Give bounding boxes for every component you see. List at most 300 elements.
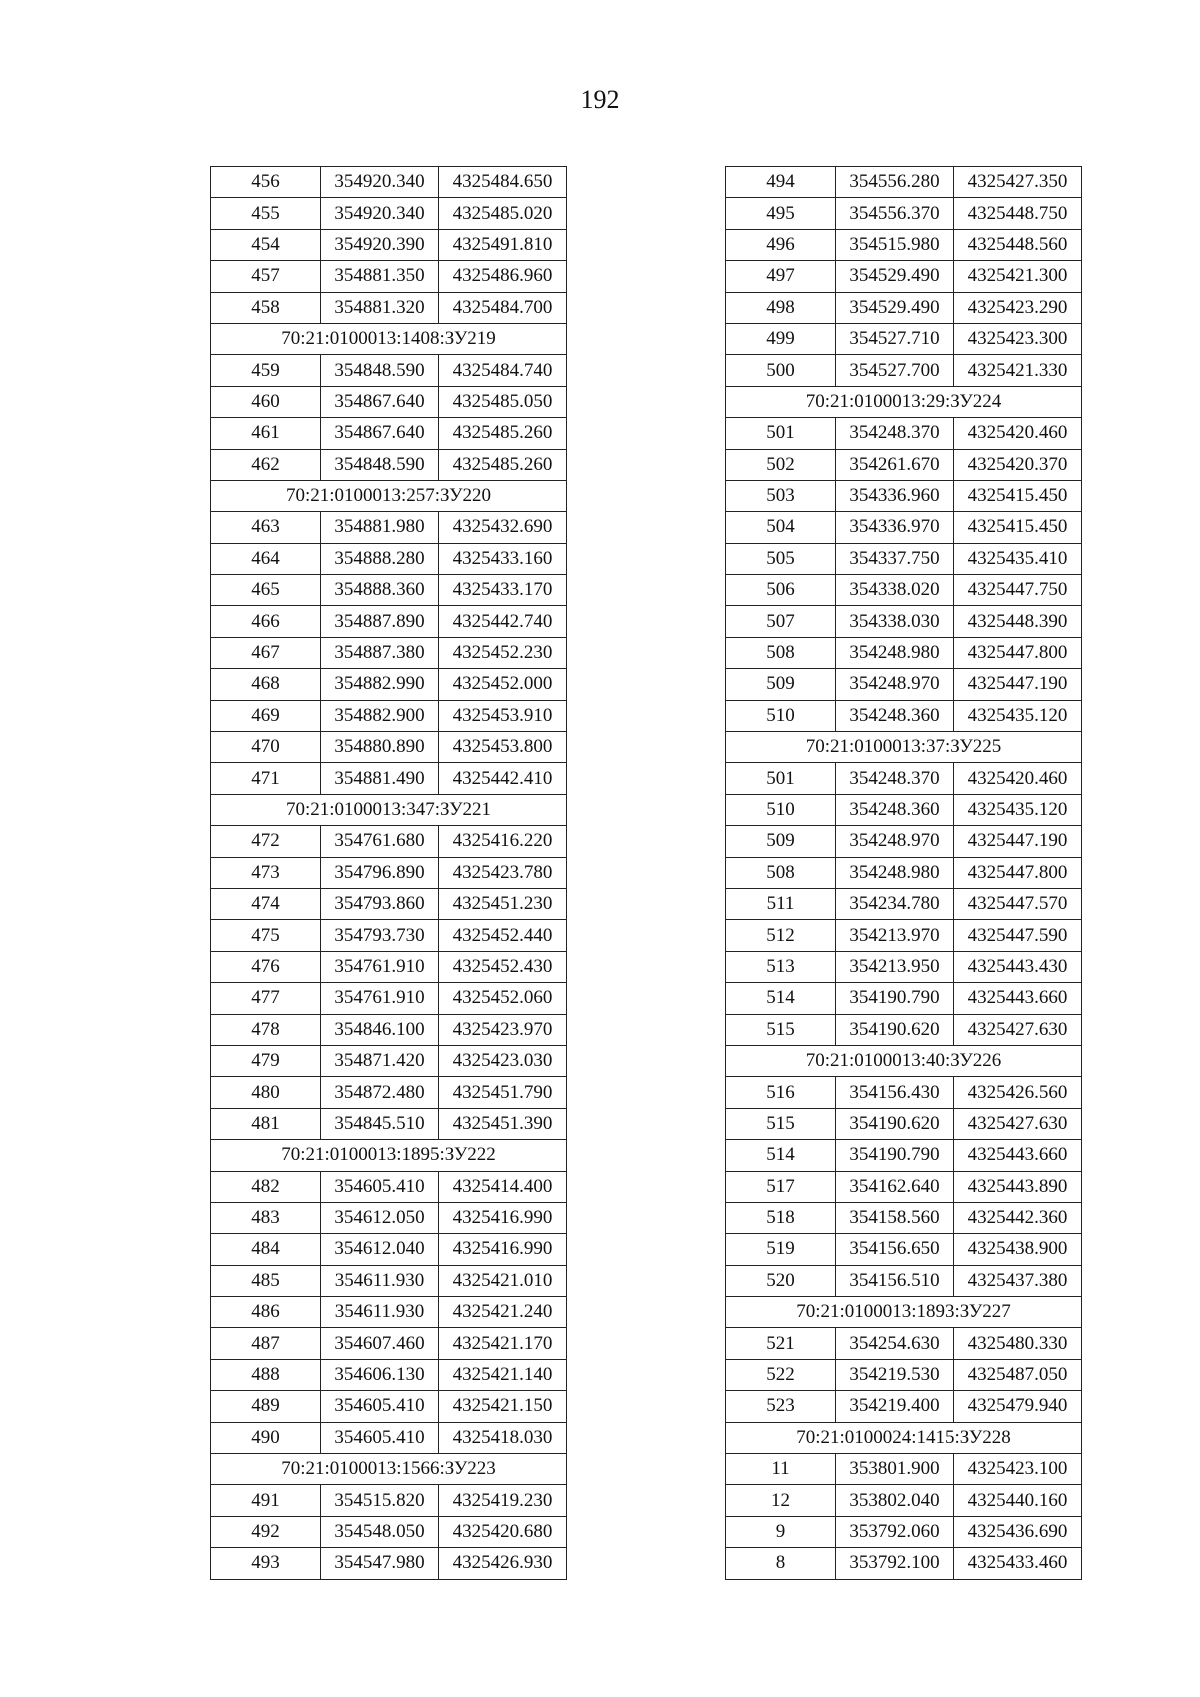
x-coordinate-cell: 354867.640 (321, 418, 439, 449)
table-row (211, 669, 567, 700)
table-row (726, 418, 1082, 449)
point-number-cell: 514 (726, 983, 836, 1014)
table-row (211, 920, 567, 951)
y-coordinate-cell: 4325423.100 (954, 1454, 1082, 1485)
point-number-cell: 509 (726, 826, 836, 857)
x-coordinate-cell: 354190.790 (836, 983, 954, 1014)
table-row (211, 418, 567, 449)
x-coordinate-cell: 354556.370 (836, 198, 954, 229)
x-coordinate-cell: 354234.780 (836, 888, 954, 919)
x-coordinate-cell: 354515.820 (321, 1485, 439, 1516)
parcel-header-row (211, 794, 567, 825)
y-coordinate-cell: 4325485.050 (439, 386, 567, 417)
point-number-cell: 463 (211, 512, 321, 543)
point-number-cell: 491 (211, 1485, 321, 1516)
x-coordinate-cell: 354881.490 (321, 763, 439, 794)
x-coordinate-cell: 353792.100 (836, 1548, 954, 1579)
table-row (211, 1077, 567, 1108)
point-number-cell: 488 (211, 1359, 321, 1390)
x-coordinate-cell: 354796.890 (321, 857, 439, 888)
x-coordinate-cell: 353792.060 (836, 1516, 954, 1547)
y-coordinate-cell: 4325447.750 (954, 575, 1082, 606)
point-number-cell: 480 (211, 1077, 321, 1108)
x-coordinate-cell: 354887.380 (321, 637, 439, 668)
table-row (726, 1548, 1082, 1579)
x-coordinate-cell: 354248.980 (836, 857, 954, 888)
table-row (211, 1108, 567, 1139)
x-coordinate-cell: 354920.340 (321, 167, 439, 198)
table-row (726, 637, 1082, 668)
point-number-cell: 467 (211, 637, 321, 668)
table-row (726, 1265, 1082, 1296)
x-coordinate-cell: 354872.480 (321, 1077, 439, 1108)
x-coordinate-cell: 354881.980 (321, 512, 439, 543)
point-number-cell: 498 (726, 292, 836, 323)
y-coordinate-cell: 4325451.390 (439, 1108, 567, 1139)
parcel-header-row (211, 1454, 567, 1485)
parcel-header-row (211, 1140, 567, 1171)
y-coordinate-cell: 4325447.800 (954, 637, 1082, 668)
table-row (726, 575, 1082, 606)
point-number-cell: 502 (726, 449, 836, 480)
point-number-cell: 503 (726, 480, 836, 511)
point-number-cell: 518 (726, 1202, 836, 1233)
x-coordinate-cell: 354888.280 (321, 543, 439, 574)
table-row (211, 857, 567, 888)
table-row (211, 637, 567, 668)
y-coordinate-cell: 4325485.260 (439, 449, 567, 480)
point-number-cell: 478 (211, 1014, 321, 1045)
table-row (726, 888, 1082, 919)
y-coordinate-cell: 4325423.300 (954, 323, 1082, 354)
point-number-cell: 8 (726, 1548, 836, 1579)
point-number-cell: 509 (726, 669, 836, 700)
table-row (211, 826, 567, 857)
y-coordinate-cell: 4325427.630 (954, 1014, 1082, 1045)
page-number: 192 (580, 85, 620, 114)
y-coordinate-cell: 4325438.900 (954, 1234, 1082, 1265)
table-row (726, 167, 1082, 198)
table-row (211, 198, 567, 229)
y-coordinate-cell: 4325486.960 (439, 261, 567, 292)
x-coordinate-cell: 354761.910 (321, 951, 439, 982)
y-coordinate-cell: 4325442.410 (439, 763, 567, 794)
table-row (726, 951, 1082, 982)
table-row (211, 292, 567, 323)
x-coordinate-cell: 354156.430 (836, 1077, 954, 1108)
x-coordinate-cell: 354793.730 (321, 920, 439, 951)
y-coordinate-cell: 4325453.910 (439, 700, 567, 731)
point-number-cell: 462 (211, 449, 321, 480)
point-number-cell: 496 (726, 229, 836, 260)
point-number-cell: 507 (726, 606, 836, 637)
point-number-cell: 477 (211, 983, 321, 1014)
y-coordinate-cell: 4325423.780 (439, 857, 567, 888)
y-coordinate-cell: 4325420.680 (439, 1516, 567, 1547)
coordinates-table-right (725, 166, 1082, 1580)
y-coordinate-cell: 4325423.970 (439, 1014, 567, 1045)
point-number-cell: 461 (211, 418, 321, 449)
y-coordinate-cell: 4325432.690 (439, 512, 567, 543)
parcel-cadastral-number: 70:21:0100013:347:ЗУ221 (211, 794, 567, 825)
point-number-cell: 474 (211, 888, 321, 919)
y-coordinate-cell: 4325423.290 (954, 292, 1082, 323)
y-coordinate-cell: 4325442.360 (954, 1202, 1082, 1233)
y-coordinate-cell: 4325421.150 (439, 1391, 567, 1422)
x-coordinate-cell: 354261.670 (836, 449, 954, 480)
x-coordinate-cell: 354190.790 (836, 1140, 954, 1171)
x-coordinate-cell: 354248.370 (836, 418, 954, 449)
y-coordinate-cell: 4325435.120 (954, 794, 1082, 825)
x-coordinate-cell: 354612.050 (321, 1202, 439, 1233)
x-coordinate-cell: 354882.990 (321, 669, 439, 700)
y-coordinate-cell: 4325420.460 (954, 418, 1082, 449)
y-coordinate-cell: 4325421.140 (439, 1359, 567, 1390)
point-number-cell: 487 (211, 1328, 321, 1359)
table-row (211, 1328, 567, 1359)
point-number-cell: 466 (211, 606, 321, 637)
x-coordinate-cell: 354612.040 (321, 1234, 439, 1265)
point-number-cell: 504 (726, 512, 836, 543)
x-coordinate-cell: 354158.560 (836, 1202, 954, 1233)
y-coordinate-cell: 4325423.030 (439, 1045, 567, 1076)
x-coordinate-cell: 354888.360 (321, 575, 439, 606)
point-number-cell: 506 (726, 575, 836, 606)
point-number-cell: 521 (726, 1328, 836, 1359)
x-coordinate-cell: 354156.650 (836, 1234, 954, 1265)
x-coordinate-cell: 354254.630 (836, 1328, 954, 1359)
point-number-cell: 501 (726, 763, 836, 794)
table-row (726, 1202, 1082, 1233)
table-row (211, 1014, 567, 1045)
table-row (726, 355, 1082, 386)
x-coordinate-cell: 354190.620 (836, 1014, 954, 1045)
y-coordinate-cell: 4325426.560 (954, 1077, 1082, 1108)
y-coordinate-cell: 4325426.930 (439, 1548, 567, 1579)
point-number-cell: 457 (211, 261, 321, 292)
table-row (211, 449, 567, 480)
point-number-cell: 482 (211, 1171, 321, 1202)
point-number-cell: 512 (726, 920, 836, 951)
y-coordinate-cell: 4325453.800 (439, 732, 567, 763)
table-row (726, 292, 1082, 323)
y-coordinate-cell: 4325451.790 (439, 1077, 567, 1108)
point-number-cell: 468 (211, 669, 321, 700)
x-coordinate-cell: 354867.640 (321, 386, 439, 417)
table-row (726, 323, 1082, 354)
x-coordinate-cell: 354248.360 (836, 700, 954, 731)
y-coordinate-cell: 4325421.240 (439, 1297, 567, 1328)
y-coordinate-cell: 4325416.990 (439, 1202, 567, 1233)
y-coordinate-cell: 4325427.350 (954, 167, 1082, 198)
table-row (726, 480, 1082, 511)
x-coordinate-cell: 354338.030 (836, 606, 954, 637)
x-coordinate-cell: 354219.400 (836, 1391, 954, 1422)
point-number-cell: 499 (726, 323, 836, 354)
point-number-cell: 505 (726, 543, 836, 574)
point-number-cell: 460 (211, 386, 321, 417)
parcel-header-row (726, 1297, 1082, 1328)
point-number-cell: 511 (726, 888, 836, 919)
x-coordinate-cell: 354887.890 (321, 606, 439, 637)
y-coordinate-cell: 4325484.650 (439, 167, 567, 198)
table-row (211, 261, 567, 292)
y-coordinate-cell: 4325416.220 (439, 826, 567, 857)
table-row (211, 543, 567, 574)
x-coordinate-cell: 354605.410 (321, 1171, 439, 1202)
table-row (726, 1485, 1082, 1516)
table-row (726, 606, 1082, 637)
table-row (211, 575, 567, 606)
x-coordinate-cell: 354248.980 (836, 637, 954, 668)
point-number-cell: 522 (726, 1359, 836, 1390)
table-row (211, 983, 567, 1014)
x-coordinate-cell: 354881.350 (321, 261, 439, 292)
point-number-cell: 495 (726, 198, 836, 229)
parcel-cadastral-number: 70:21:0100013:29:ЗУ224 (726, 386, 1082, 417)
table-row (211, 732, 567, 763)
table-row (726, 1454, 1082, 1485)
y-coordinate-cell: 4325485.020 (439, 198, 567, 229)
point-number-cell: 510 (726, 794, 836, 825)
y-coordinate-cell: 4325448.750 (954, 198, 1082, 229)
table-row (211, 1045, 567, 1076)
table-row (726, 543, 1082, 574)
point-number-cell: 484 (211, 1234, 321, 1265)
y-coordinate-cell: 4325415.450 (954, 480, 1082, 511)
x-coordinate-cell: 353801.900 (836, 1454, 954, 1485)
x-coordinate-cell: 354881.320 (321, 292, 439, 323)
table-row (726, 512, 1082, 543)
x-coordinate-cell: 354920.390 (321, 229, 439, 260)
point-number-cell: 479 (211, 1045, 321, 1076)
y-coordinate-cell: 4325421.330 (954, 355, 1082, 386)
y-coordinate-cell: 4325452.440 (439, 920, 567, 951)
y-coordinate-cell: 4325414.400 (439, 1171, 567, 1202)
x-coordinate-cell: 354248.360 (836, 794, 954, 825)
table-row (726, 1359, 1082, 1390)
x-coordinate-cell: 354848.590 (321, 355, 439, 386)
table-row (211, 1422, 567, 1453)
x-coordinate-cell: 354527.700 (836, 355, 954, 386)
parcel-cadastral-number: 70:21:0100013:37:ЗУ225 (726, 732, 1082, 763)
x-coordinate-cell: 354248.970 (836, 669, 954, 700)
point-number-cell: 472 (211, 826, 321, 857)
point-number-cell: 476 (211, 951, 321, 982)
x-coordinate-cell: 354845.510 (321, 1108, 439, 1139)
table-row (211, 1297, 567, 1328)
point-number-cell: 9 (726, 1516, 836, 1547)
table-row (211, 1548, 567, 1579)
y-coordinate-cell: 4325480.330 (954, 1328, 1082, 1359)
y-coordinate-cell: 4325447.570 (954, 888, 1082, 919)
x-coordinate-cell: 354793.860 (321, 888, 439, 919)
table-row (726, 449, 1082, 480)
y-coordinate-cell: 4325452.430 (439, 951, 567, 982)
x-coordinate-cell: 354871.420 (321, 1045, 439, 1076)
y-coordinate-cell: 4325447.190 (954, 669, 1082, 700)
y-coordinate-cell: 4325448.560 (954, 229, 1082, 260)
y-coordinate-cell: 4325433.460 (954, 1548, 1082, 1579)
x-coordinate-cell: 354605.410 (321, 1422, 439, 1453)
x-coordinate-cell: 354547.980 (321, 1548, 439, 1579)
table-row (726, 1014, 1082, 1045)
point-number-cell: 500 (726, 355, 836, 386)
table-row (726, 1077, 1082, 1108)
y-coordinate-cell: 4325419.230 (439, 1485, 567, 1516)
point-number-cell: 485 (211, 1265, 321, 1296)
table-row (726, 1328, 1082, 1359)
point-number-cell: 11 (726, 1454, 836, 1485)
table-row (726, 1171, 1082, 1202)
point-number-cell: 469 (211, 700, 321, 731)
coordinates-table-right-body (726, 167, 1082, 1580)
x-coordinate-cell: 354882.900 (321, 700, 439, 731)
x-coordinate-cell: 354527.710 (836, 323, 954, 354)
y-coordinate-cell: 4325448.390 (954, 606, 1082, 637)
point-number-cell: 520 (726, 1265, 836, 1296)
point-number-cell: 483 (211, 1202, 321, 1233)
table-row (211, 1202, 567, 1233)
table-row (726, 983, 1082, 1014)
parcel-header-row (726, 1422, 1082, 1453)
x-coordinate-cell: 354548.050 (321, 1516, 439, 1547)
point-number-cell: 470 (211, 732, 321, 763)
table-row (211, 763, 567, 794)
table-row (726, 857, 1082, 888)
y-coordinate-cell: 4325491.810 (439, 229, 567, 260)
y-coordinate-cell: 4325421.170 (439, 1328, 567, 1359)
parcel-cadastral-number: 70:21:0100013:1408:ЗУ219 (211, 323, 567, 354)
x-coordinate-cell: 354162.640 (836, 1171, 954, 1202)
table-row (726, 794, 1082, 825)
y-coordinate-cell: 4325416.990 (439, 1234, 567, 1265)
y-coordinate-cell: 4325451.230 (439, 888, 567, 919)
y-coordinate-cell: 4325442.740 (439, 606, 567, 637)
y-coordinate-cell: 4325437.380 (954, 1265, 1082, 1296)
x-coordinate-cell: 354611.930 (321, 1265, 439, 1296)
point-number-cell: 490 (211, 1422, 321, 1453)
point-number-cell: 455 (211, 198, 321, 229)
y-coordinate-cell: 4325443.660 (954, 983, 1082, 1014)
table-row (726, 669, 1082, 700)
x-coordinate-cell: 354156.510 (836, 1265, 954, 1296)
x-coordinate-cell: 354846.100 (321, 1014, 439, 1045)
point-number-cell: 486 (211, 1297, 321, 1328)
y-coordinate-cell: 4325435.120 (954, 700, 1082, 731)
y-coordinate-cell: 4325433.160 (439, 543, 567, 574)
point-number-cell: 523 (726, 1391, 836, 1422)
x-coordinate-cell: 354213.970 (836, 920, 954, 951)
y-coordinate-cell: 4325421.010 (439, 1265, 567, 1296)
table-row (726, 198, 1082, 229)
x-coordinate-cell: 354338.020 (836, 575, 954, 606)
y-coordinate-cell: 4325443.890 (954, 1171, 1082, 1202)
point-number-cell: 492 (211, 1516, 321, 1547)
y-coordinate-cell: 4325443.430 (954, 951, 1082, 982)
point-number-cell: 464 (211, 543, 321, 574)
y-coordinate-cell: 4325447.800 (954, 857, 1082, 888)
point-number-cell: 481 (211, 1108, 321, 1139)
y-coordinate-cell: 4325452.000 (439, 669, 567, 700)
table-row (211, 512, 567, 543)
table-row (726, 763, 1082, 794)
x-coordinate-cell: 354336.970 (836, 512, 954, 543)
y-coordinate-cell: 4325435.410 (954, 543, 1082, 574)
table-row (726, 826, 1082, 857)
x-coordinate-cell: 354606.130 (321, 1359, 439, 1390)
point-number-cell: 465 (211, 575, 321, 606)
point-number-cell: 501 (726, 418, 836, 449)
x-coordinate-cell: 353802.040 (836, 1485, 954, 1516)
point-number-cell: 459 (211, 355, 321, 386)
y-coordinate-cell: 4325443.660 (954, 1140, 1082, 1171)
y-coordinate-cell: 4325447.190 (954, 826, 1082, 857)
point-number-cell: 508 (726, 637, 836, 668)
parcel-header-row (726, 732, 1082, 763)
x-coordinate-cell: 354336.960 (836, 480, 954, 511)
table-row (211, 700, 567, 731)
y-coordinate-cell: 4325485.260 (439, 418, 567, 449)
table-row (211, 1265, 567, 1296)
table-row (211, 386, 567, 417)
table-row (211, 888, 567, 919)
y-coordinate-cell: 4325418.030 (439, 1422, 567, 1453)
x-coordinate-cell: 354219.530 (836, 1359, 954, 1390)
table-row (211, 1234, 567, 1265)
x-coordinate-cell: 354880.890 (321, 732, 439, 763)
x-coordinate-cell: 354611.930 (321, 1297, 439, 1328)
table-row (211, 1359, 567, 1390)
table-row (211, 1171, 567, 1202)
y-coordinate-cell: 4325452.230 (439, 637, 567, 668)
point-number-cell: 454 (211, 229, 321, 260)
table-row (211, 355, 567, 386)
y-coordinate-cell: 4325433.170 (439, 575, 567, 606)
point-number-cell: 12 (726, 1485, 836, 1516)
table-row (726, 261, 1082, 292)
point-number-cell: 493 (211, 1548, 321, 1579)
point-number-cell: 475 (211, 920, 321, 951)
y-coordinate-cell: 4325421.300 (954, 261, 1082, 292)
y-coordinate-cell: 4325415.450 (954, 512, 1082, 543)
parcel-header-row (726, 1045, 1082, 1076)
parcel-cadastral-number: 70:21:0100013:40:ЗУ226 (726, 1045, 1082, 1076)
parcel-cadastral-number: 70:21:0100024:1415:ЗУ228 (726, 1422, 1082, 1453)
x-coordinate-cell: 354848.590 (321, 449, 439, 480)
point-number-cell: 471 (211, 763, 321, 794)
x-coordinate-cell: 354248.370 (836, 763, 954, 794)
y-coordinate-cell: 4325487.050 (954, 1359, 1082, 1390)
point-number-cell: 515 (726, 1014, 836, 1045)
y-coordinate-cell: 4325484.700 (439, 292, 567, 323)
table-row (211, 167, 567, 198)
table-row (211, 229, 567, 260)
x-coordinate-cell: 354556.280 (836, 167, 954, 198)
table-row (726, 1108, 1082, 1139)
y-coordinate-cell: 4325420.370 (954, 449, 1082, 480)
table-row (211, 951, 567, 982)
coordinates-table-left-body (211, 167, 567, 1580)
y-coordinate-cell: 4325447.590 (954, 920, 1082, 951)
coordinates-table-left (210, 166, 567, 1580)
point-number-cell: 517 (726, 1171, 836, 1202)
x-coordinate-cell: 354607.460 (321, 1328, 439, 1359)
y-coordinate-cell: 4325452.060 (439, 983, 567, 1014)
table-row (726, 920, 1082, 951)
table-row (726, 1391, 1082, 1422)
x-coordinate-cell: 354529.490 (836, 292, 954, 323)
